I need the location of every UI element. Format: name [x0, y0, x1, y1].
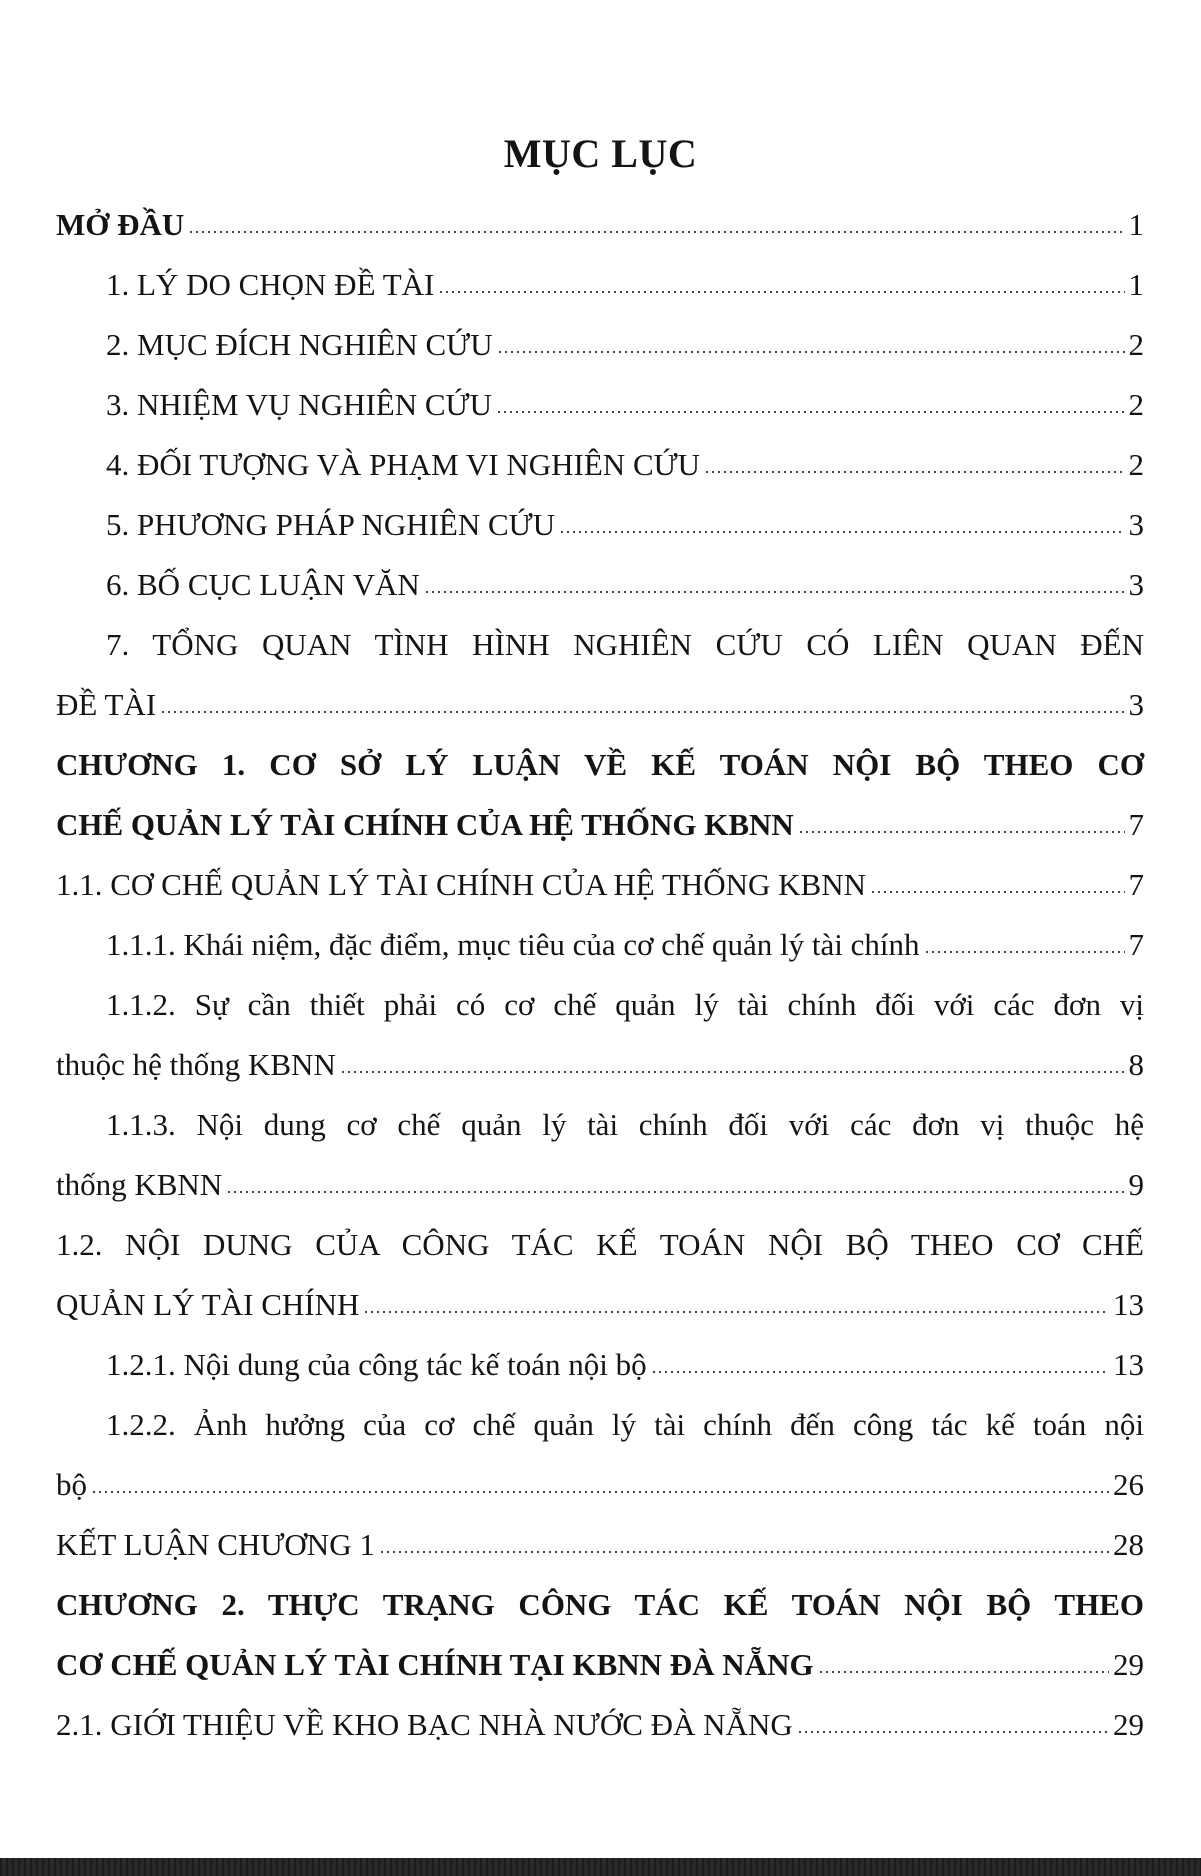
toc-entry-1-1-1[interactable]	[56, 915, 1144, 975]
toc-entry-5[interactable]	[56, 495, 1144, 555]
dot-leader	[704, 469, 1124, 475]
toc-page-number: 2	[1128, 327, 1144, 362]
toc-page-number: 29	[1113, 1707, 1144, 1742]
toc-entry-text: 4. ĐỐI TƯỢNG VÀ PHẠM VI NGHIÊN CỨU	[106, 447, 701, 482]
toc-entry-4[interactable]	[56, 435, 1144, 495]
toc-entry-text: 6. BỐ CỤC LUẬN VĂN	[106, 567, 420, 602]
dot-leader	[91, 1489, 1109, 1495]
toc-page-number: 7	[1128, 867, 1144, 902]
toc-entry-1[interactable]	[56, 255, 1144, 315]
toc-entry-1-1[interactable]	[56, 855, 1144, 915]
toc-entry-1-2[interactable]	[56, 1215, 1144, 1335]
toc-entry-text: 2.1. GIỚI THIỆU VỀ KHO BẠC NHÀ NƯỚC ĐÀ NẴNG	[56, 1707, 793, 1742]
dot-leader	[559, 529, 1124, 535]
toc-page-number: 7	[1128, 807, 1144, 842]
toc-page-number: 1	[1128, 267, 1144, 302]
toc-entry-text-line1: 1.1.3. Nội dung cơ chế quản lý tài chính đối với các đơn vị thuộc hệ	[106, 1107, 1144, 1142]
dot-leader	[340, 1069, 1125, 1075]
toc-entry-1-2-2[interactable]	[56, 1395, 1144, 1515]
toc-entry-text: 1.2.1. Nội dung của công tác kế toán nội bộ	[106, 1347, 647, 1382]
toc-entry-text: 5. PHƯƠNG PHÁP NGHIÊN CỨU	[106, 507, 556, 542]
toc-page-number: 26	[1113, 1467, 1144, 1502]
toc-page-number: 13	[1113, 1347, 1144, 1382]
toc-entry-chapter-1-conclusion[interactable]	[56, 1515, 1144, 1575]
scan-edge-strip	[0, 1858, 1201, 1876]
toc-entry-text-line2: CHẾ QUẢN LÝ TÀI CHÍNH CỦA HỆ THỐNG KBNN	[56, 807, 794, 842]
toc-entry-1-2-1[interactable]	[56, 1335, 1144, 1395]
dot-leader	[160, 709, 1124, 715]
toc-entry-1-1-3[interactable]	[56, 1095, 1144, 1215]
dot-leader	[924, 949, 1125, 955]
dot-leader	[226, 1189, 1124, 1195]
toc-entry-text-line2: bộ	[56, 1467, 87, 1502]
dot-leader	[797, 1729, 1109, 1735]
toc-entry-text-line1: CHƯƠNG 1. CƠ SỞ LÝ LUẬN VỀ KẾ TOÁN NỘI BỘ THEO CƠ	[56, 747, 1144, 782]
toc-entry-6[interactable]	[56, 555, 1144, 615]
toc-page-number: 3	[1128, 507, 1144, 542]
toc-page-number: 13	[1113, 1287, 1144, 1322]
toc-entry-text-line1: 7. TỔNG QUAN TÌNH HÌNH NGHIÊN CỨU CÓ LIÊN QUAN ĐẾN	[106, 627, 1144, 662]
table-of-contents	[56, 195, 1144, 1755]
dot-leader	[424, 589, 1125, 595]
toc-page-number: 28	[1113, 1527, 1144, 1562]
dot-leader	[188, 229, 1124, 235]
toc-entry-3[interactable]	[56, 375, 1144, 435]
toc-entry-text-line2: CƠ CHẾ QUẢN LÝ TÀI CHÍNH TẠI KBNN ĐÀ NẴNG	[56, 1647, 814, 1682]
dot-leader	[870, 889, 1124, 895]
toc-entry-text-line2: thuộc hệ thống KBNN	[56, 1047, 336, 1082]
toc-page-number: 3	[1128, 567, 1144, 602]
toc-entry-text: MỞ ĐẦU	[56, 207, 185, 242]
toc-page-number: 2	[1128, 387, 1144, 422]
dot-leader	[363, 1309, 1109, 1315]
toc-page-number: 3	[1128, 687, 1144, 722]
dot-leader	[798, 829, 1125, 835]
toc-entry-intro[interactable]	[56, 195, 1144, 255]
toc-entry-2[interactable]	[56, 315, 1144, 375]
toc-entry-text-line1: 1.2.2. Ảnh hưởng của cơ chế quản lý tài chính đến công tác kế toán nội	[106, 1407, 1144, 1442]
dot-leader	[651, 1369, 1109, 1375]
toc-entry-chapter-1[interactable]	[56, 735, 1144, 855]
toc-entry-text-line2: QUẢN LÝ TÀI CHÍNH	[56, 1287, 360, 1322]
toc-page-number: 8	[1128, 1047, 1144, 1082]
toc-entry-7[interactable]	[56, 615, 1144, 735]
toc-entry-text-line2: ĐỀ TÀI	[56, 687, 157, 722]
dot-leader	[497, 349, 1125, 355]
toc-entry-chapter-2[interactable]	[56, 1575, 1144, 1695]
toc-entry-text-line2: thống KBNN	[56, 1167, 223, 1202]
toc-entry-text: 1.1.1. Khái niệm, đặc điểm, mục tiêu của cơ chế quản lý tài chính	[106, 927, 920, 962]
page-title: MỤC LỤC	[503, 131, 698, 176]
toc-entry-1-1-2[interactable]	[56, 975, 1144, 1095]
toc-page-number: 7	[1128, 927, 1144, 962]
toc-entry-2-1[interactable]	[56, 1695, 1144, 1755]
toc-page-number: 29	[1113, 1647, 1144, 1682]
toc-entry-text: 1. LÝ DO CHỌN ĐỀ TÀI	[106, 267, 435, 302]
toc-entry-text-line1: 1.1.2. Sự cần thiết phải có cơ chế quản lý tài chính đối với các đơn vị	[106, 987, 1144, 1022]
dot-leader	[379, 1549, 1109, 1555]
dot-leader	[818, 1669, 1109, 1675]
toc-page-number: 2	[1128, 447, 1144, 482]
dot-leader	[438, 289, 1124, 295]
toc-entry-text: 1.1. CƠ CHẾ QUẢN LÝ TÀI CHÍNH CỦA HỆ THỐNG KBNN	[56, 867, 867, 902]
toc-page-number: 9	[1128, 1167, 1144, 1202]
toc-entry-text: 2. MỤC ĐÍCH NGHIÊN CỨU	[106, 327, 493, 362]
toc-entry-text: KẾT LUẬN CHƯƠNG 1	[56, 1527, 375, 1562]
toc-page-number: 1	[1128, 207, 1144, 242]
dot-leader	[496, 409, 1125, 415]
toc-entry-text-line1: 1.2. NỘI DUNG CỦA CÔNG TÁC KẾ TOÁN NỘI BỘ THEO CƠ CHẾ	[56, 1227, 1144, 1262]
toc-entry-text-line1: CHƯƠNG 2. THỰC TRẠNG CÔNG TÁC KẾ TOÁN NỘI BỘ THEO	[56, 1587, 1144, 1622]
toc-entry-text: 3. NHIỆM VỤ NGHIÊN CỨU	[106, 387, 492, 422]
